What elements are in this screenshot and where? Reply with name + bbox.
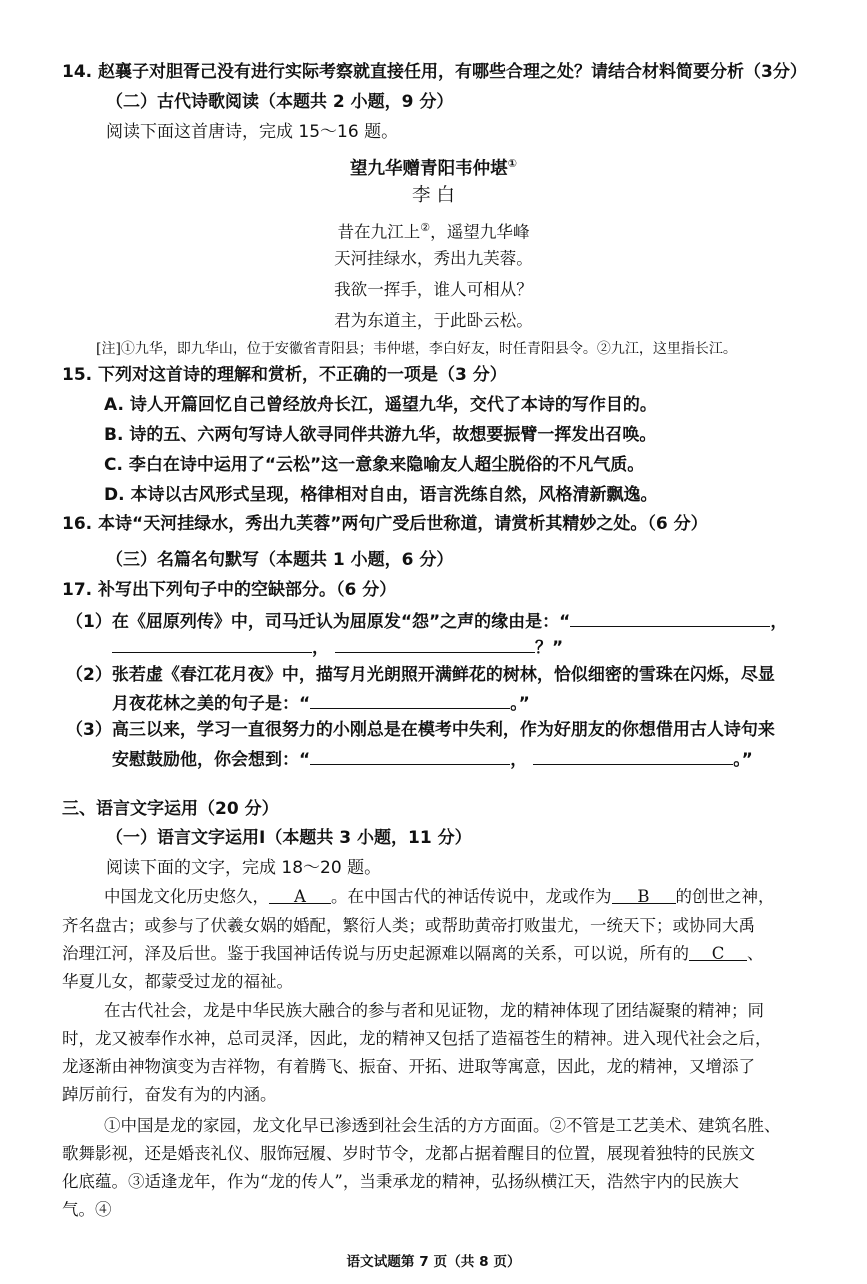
punctuation: ？” (535, 638, 564, 658)
poem-author: 李 白 (412, 185, 455, 206)
section-heading-recitation: （三）名篇名句默写（本题共 1 小题，6 分） (106, 550, 454, 570)
passage-text: 。在中国古代的神话传说中，龙或作为 (331, 887, 612, 906)
question-17-part-1 (66, 608, 787, 634)
answer-blank[interactable] (335, 634, 535, 653)
question-14: 14. 赵襄子对胆胥己没有进行实际考察就直接任用，有哪些合理之处？请结合材料简要分析（3分） (62, 62, 807, 82)
part-3-subsection-heading: （一）语言文字运用Ⅰ（本题共 3 小题，11 分） (106, 828, 472, 848)
passage-text: 治理江河，泽及后世。鉴于我国神话传说与历史起源难以隔离的关系，可以说，所有的 (62, 944, 689, 963)
question-15-option-c: C. 李白在诗中运用了“云松”这一意象来隐喻友人超尘脱俗的不凡气质。 (104, 455, 645, 475)
question-17-part-1-continued (112, 634, 563, 660)
punctuation: ， (770, 612, 788, 632)
poem-annotation: [注]①九华，即九华山，位于安徽省青阳县；韦仲堪，李白好友，时任青阳县令。②九江，这里指长江。 (96, 341, 737, 357)
punctuation: 。” (733, 750, 753, 770)
passage-p2-line-4: 踔厉前行，奋发有为的内涵。 (62, 1085, 277, 1104)
blank-b[interactable]: B (612, 885, 676, 904)
passage-p3-line-4: 气。④ (62, 1200, 112, 1219)
answer-blank[interactable] (112, 634, 312, 653)
passage-p3-line-2: 歌舞影视，还是婚丧礼仪、服饰冠履、岁时节令，龙都占据着醒目的位置，展现着独特的民族文 (62, 1144, 755, 1163)
poem-line-2: 天河挂绿水，秀出九芙蓉。 (334, 249, 533, 268)
passage-p3-line-1: ①中国是龙的家园，龙文化早已渗透到社会生活的方方面面。②不管是工艺美术、建筑名胜、 (104, 1116, 781, 1135)
poem-line-4: 君为东道主，于此卧云松。 (334, 311, 533, 330)
poetry-instruction: 阅读下面这首唐诗，完成 15～16 题。 (106, 122, 399, 142)
passage-p1-line-3 (62, 942, 764, 966)
poem-line-1-note-mark: ② (420, 221, 431, 234)
poem-line-3: 我欲一挥手，谁人可相从？ (334, 280, 533, 299)
passage-p2-line-3: 龙逐渐由神物演变为吉祥物，有着腾飞、振奋、开拓、进取等寓意，因此，龙的精神，又增添了 (62, 1057, 755, 1076)
poem-line-1-a: 昔在九江上 (337, 222, 421, 242)
question-17-part-2-continued (112, 690, 530, 716)
passage-p1-line-4: 华夏儿女，都蒙受过龙的福祉。 (62, 972, 293, 991)
answer-blank[interactable] (570, 608, 770, 627)
poem-title (0, 152, 867, 181)
question-17-part-2-prompt: 月夜花林之美的句子是：“ (112, 694, 311, 714)
punctuation: 。” (510, 694, 530, 714)
question-16: 16. 本诗“天河挂绿水，秀出九芙蓉”两句广受后世称道，请赏析其精妙之处。（6 分） (62, 514, 708, 534)
question-17-part-1-prompt: （1）在《屈原列传》中，司马迁认为屈原发“怨”之声的缘由是：“ (66, 612, 571, 632)
poem-line-1-b: ，遥望九华峰 (430, 222, 530, 242)
passage-p3-line-3: 化底蕴。③适逢龙年，作为“龙的传人”，当秉承龙的精神，弘扬纵横江天，浩然宇内的民族大 (62, 1172, 739, 1191)
answer-blank[interactable] (533, 746, 733, 765)
punctuation: ， (312, 638, 329, 658)
question-17-part-3-prompt: 安慰鼓励他，你会想到：“ (112, 750, 311, 770)
answer-blank[interactable] (310, 690, 510, 709)
poem-title-text: 望九华赠青阳韦仲堪 (349, 158, 508, 179)
part-3-heading: 三、语言文字运用（20 分） (62, 799, 279, 819)
question-17-part-2: （2）张若虚《春江花月夜》中，描写月光朗照开满鲜花的树林，恰似细密的雪珠在闪烁，尽显 (66, 665, 775, 685)
passage-p1-line-2: 齐名盘古；或参与了伏羲女娲的婚配，繁衍人类；或帮助黄帝打败蚩尤，一统天下；或协同大禹 (62, 916, 755, 935)
blank-a[interactable]: A (269, 885, 331, 904)
question-15-stem: 15. 下列对这首诗的理解和赏析，不正确的一项是（3 分） (62, 365, 507, 385)
passage-text: 的创世之神， (675, 887, 775, 906)
punctuation: ， (510, 750, 528, 770)
question-15-option-b: B. 诗的五、六两句写诗人欲寻同伴共游九华，故想要振臂一挥发出召唤。 (104, 425, 657, 445)
question-15-option-a: A. 诗人开篇回忆自己曾经放舟长江，遥望九华，交代了本诗的写作目的。 (104, 395, 657, 415)
passage-text: 、 (747, 944, 764, 963)
poem-title-note-mark: ① (507, 157, 518, 170)
passage-p1-line-1 (104, 885, 775, 909)
passage-p2-line-1: 在古代社会，龙是中华民族大融合的参与者和见证物，龙的精神体现了团结凝聚的精神；同 (104, 1001, 764, 1020)
question-17-part-3: （3）高三以来，学习一直很努力的小刚总是在模考中失利，作为好朋友的你想借用古人诗句来 (66, 720, 775, 740)
section-heading-poetry: （二）古代诗歌阅读（本题共 2 小题，9 分） (106, 92, 454, 112)
answer-blank[interactable] (310, 746, 510, 765)
passage-text: 中国龙文化历史悠久， (104, 887, 269, 906)
question-15-option-d: D. 本诗以古风形式呈现，格律相对自由，语言洗练自然，风格清新飘逸。 (104, 485, 658, 505)
blank-c[interactable]: C (689, 942, 747, 961)
poem-line-1 (0, 216, 867, 245)
page-footer: 语文试题第 7 页（共 8 页） (346, 1254, 521, 1270)
question-17-part-3-continued (112, 746, 753, 772)
passage-p2-line-2: 时，龙又被奉作水神，总司灵泽，因此，龙的精神又包括了造福苍生的精神。进入现代社会之后， (62, 1029, 772, 1048)
question-17-stem: 17. 补写出下列句子中的空缺部分。（6 分） (62, 580, 397, 600)
part-3-instruction: 阅读下面的文字，完成 18～20 题。 (106, 858, 382, 878)
